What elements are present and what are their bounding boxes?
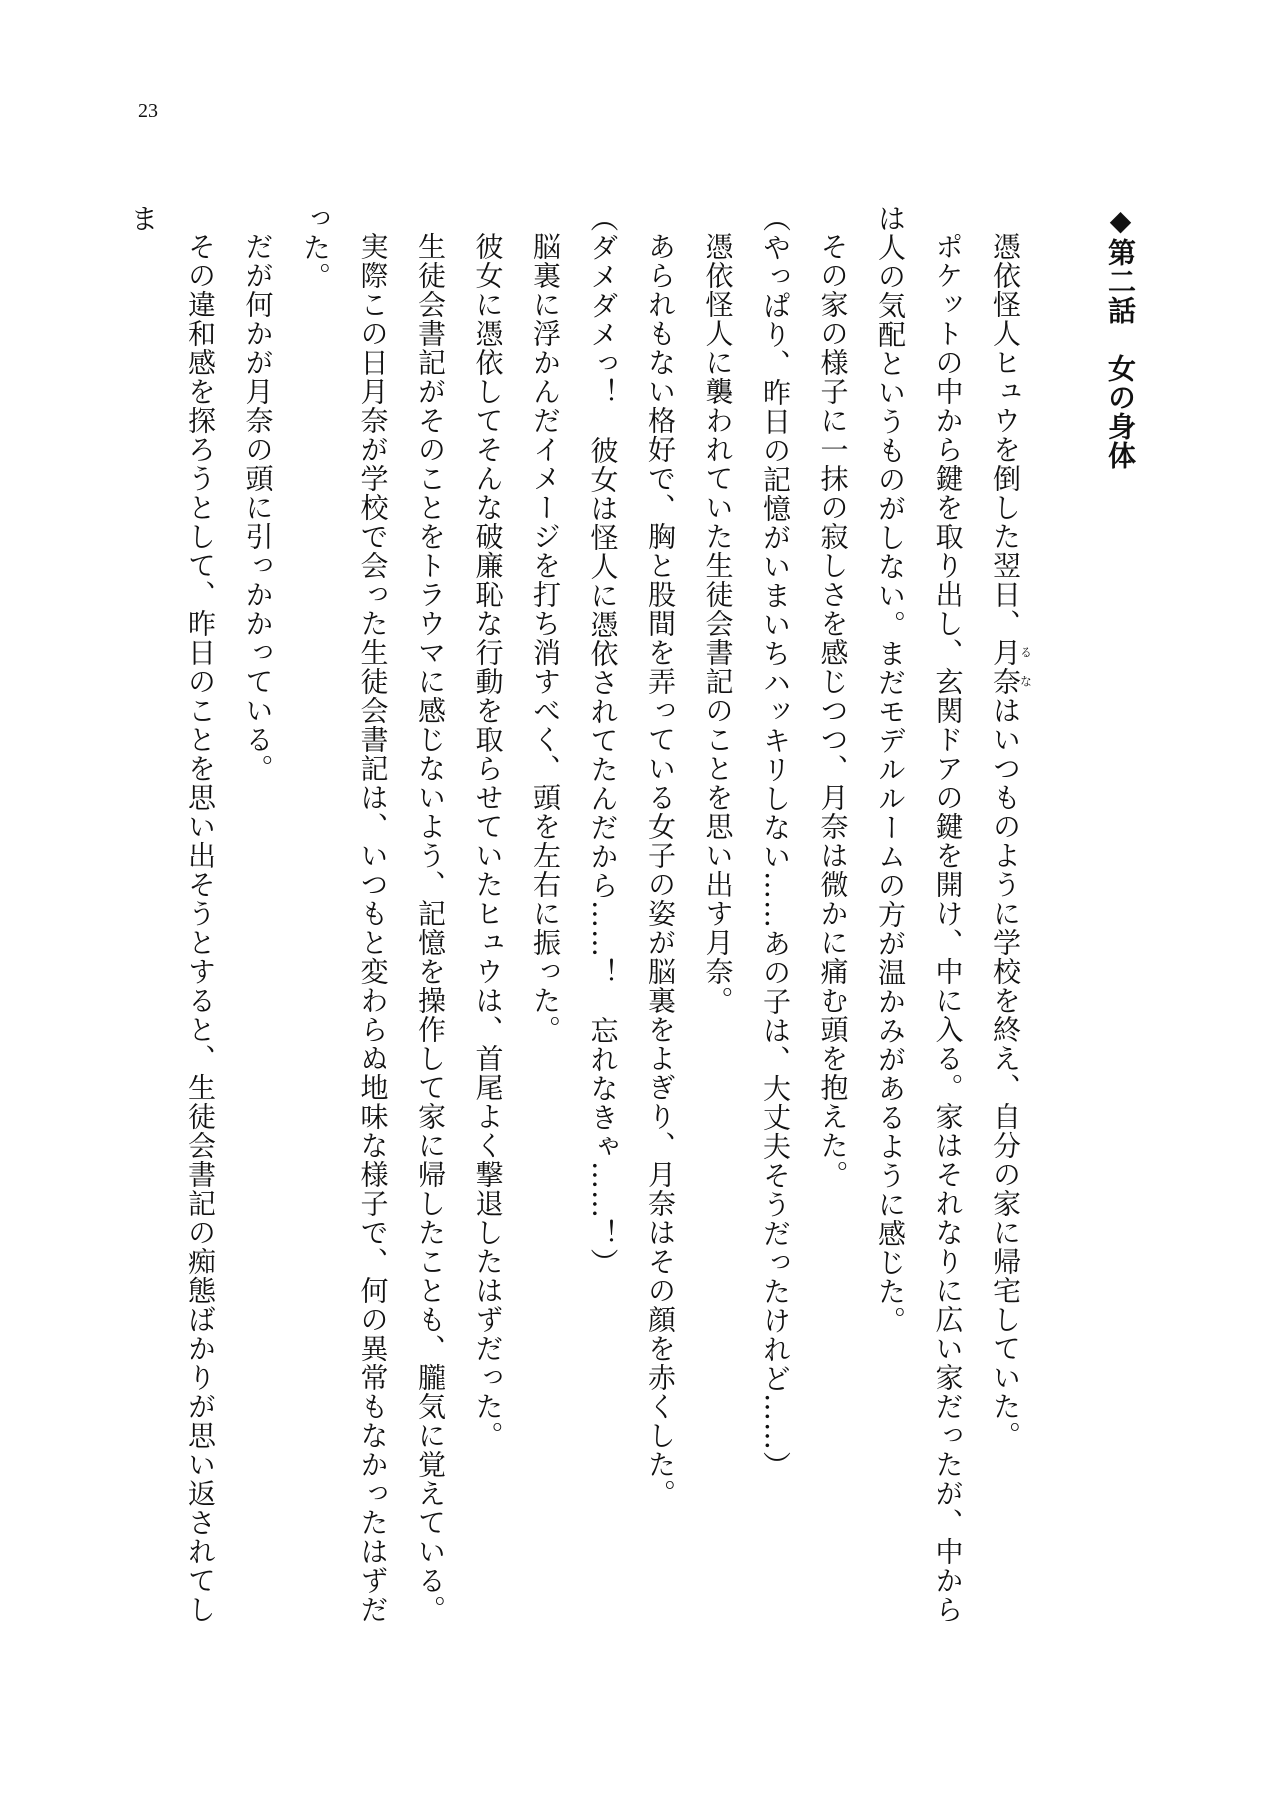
page-number: 23 bbox=[138, 100, 158, 122]
paragraph: 実際この日月奈が学校で会った生徒会書記は、いつもと変わらぬ地味な様子で、何の異常もなかったはずだった。 bbox=[299, 204, 390, 1624]
ruby-reading: るな bbox=[1018, 638, 1033, 696]
paragraph: 生徒会書記がそのことをトラウマに感じないよう、記憶を操作して家に帰したことも、朧気に覚えている。 bbox=[414, 232, 447, 1624]
paragraph-dialogue: （ダメダメっ！ 彼女は怪人に憑依されてたんだから……！ 忘れなきゃ……！） bbox=[586, 204, 620, 1277]
paragraph-text: 憑依怪人ヒュウを倒した翌日、 bbox=[989, 232, 1022, 638]
paragraph-dialogue: （やっぱり、昨日の記憶がいまいちハッキリしない……あの子は、大丈夫そうだったけれど……） bbox=[759, 204, 792, 1480]
ruby-name bbox=[989, 638, 1033, 696]
paragraph: ポケットの中から鍵を取り出し、玄関ドアの鍵を開け、中に入る。家はそれなりに広い家だったが、中からは人の気配というものがしない。まだモデルルームの方が温かみがあるように感じた。 bbox=[874, 204, 965, 1624]
paragraph: その家の様子に一抹の寂しさを感じつつ、月奈は微かに痛む頭を抱えた。 bbox=[816, 232, 850, 1189]
paragraph: だが何かが月奈の頭に引っかかっている。 bbox=[241, 232, 275, 783]
paragraph: あられもない格好で、胸と股間を弄っている女子の姿が脳裏をよぎり、月奈はその顔を赤くした。 bbox=[644, 232, 677, 1508]
paragraph: その違和感を探ろうとして、昨日のことを思い出そうとすると、生徒会書記の痴態ばかりが思い返されてしま bbox=[126, 204, 217, 1624]
paragraph: 彼女に憑依してそんな破廉恥な行動を取らせていたヒュウは、首尾よく撃退したはずだった。 bbox=[471, 232, 505, 1450]
ruby-base: 月奈 bbox=[989, 638, 1022, 696]
paragraph: 脳裏に浮かんだイメージを打ち消すべく、頭を左右に振った。 bbox=[529, 232, 562, 1044]
paragraph: 憑依怪人に襲われていた生徒会書記のことを思い出す月奈。 bbox=[701, 232, 735, 1015]
paragraph bbox=[977, 204, 1035, 1628]
vertical-text-body bbox=[114, 204, 1149, 1628]
chapter-heading: ◆第二話 女の身体 bbox=[1104, 204, 1137, 470]
paragraph-text: はいつものように学校を終え、自分の家に帰宅していた。 bbox=[989, 696, 1022, 1450]
